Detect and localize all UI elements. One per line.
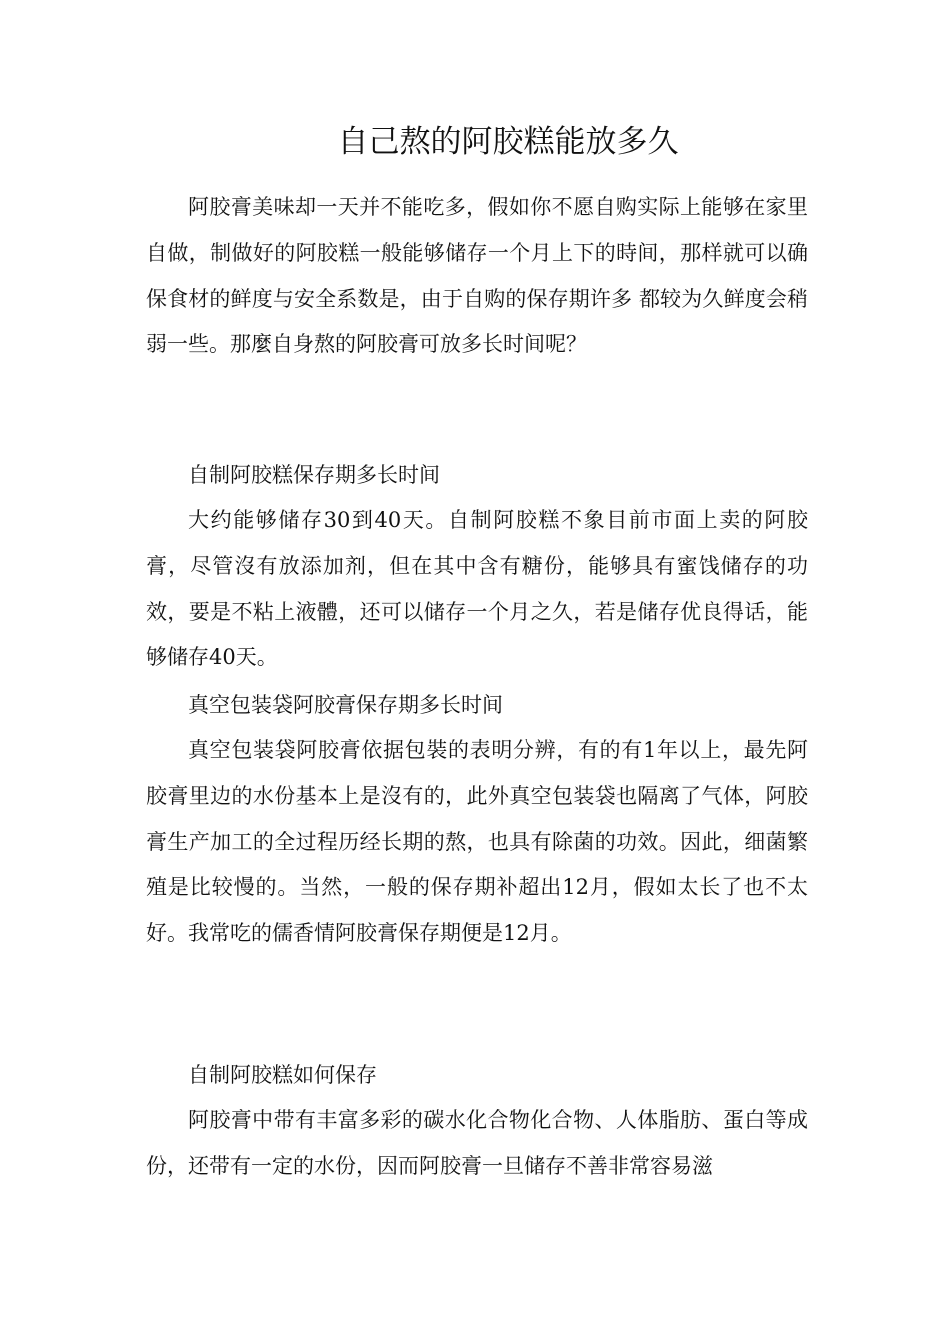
paragraph-homemade-shelf-life: 大约能够储存30到40天。自制阿胶糕不象目前市面上卖的阿胶膏，尽管沒有放添加剂，但在其中含有糖份，能够具有蜜饯储存的功效，要是不粘上液體，还可以储存一个月之久，若是储存优良得话，能够储存40天。 (146, 508, 808, 670)
section-heading-storage-method: 自制阿胶糕如何保存 (188, 1063, 377, 1087)
paragraph-vacuum-pack-shelf-life: 真空包装袋阿胶膏依据包裝的表明分辨，有的有1年以上，最先阿胶膏里边的水份基本上是沒有的，此外真空包装袋也隔离了气体，阿胶膏生产加工的全过程历经长期的熬，也具有除菌的功效。因此，细菌繁殖是比较慢的。当然，一般的保存期补超出12月，假如太长了也不太好。我常吃的儒香情阿胶膏保存期便是12月。 (146, 738, 808, 946)
section-heading-homemade-shelf-life: 自制阿胶糕保存期多长时间 (188, 463, 440, 487)
paragraph-storage-method: 阿胶膏中带有丰富多彩的碳水化合物化合物、人体脂肪、蛋白等成份，还带有一定的水份，因而阿胶膏一旦储存不善非常容易滋 (146, 1108, 808, 1178)
paragraph-intro: 阿胶膏美味却一天并不能吃多，假如你不愿自购实际上能够在家里自做，制做好的阿胶糕一般能够储存一个月上下的時间，那样就可以确保食材的鲜度与安全系数是，由于自购的保存期许多 都较为久鲜度会稍弱一些。那麼自身熬的阿胶膏可放多长时间呢？ (146, 195, 808, 357)
section-heading-vacuum-pack-shelf-life: 真空包装袋阿胶膏保存期多长时间 (188, 693, 503, 717)
document-title: 自己熬的阿胶糕能放多久 (337, 124, 679, 160)
